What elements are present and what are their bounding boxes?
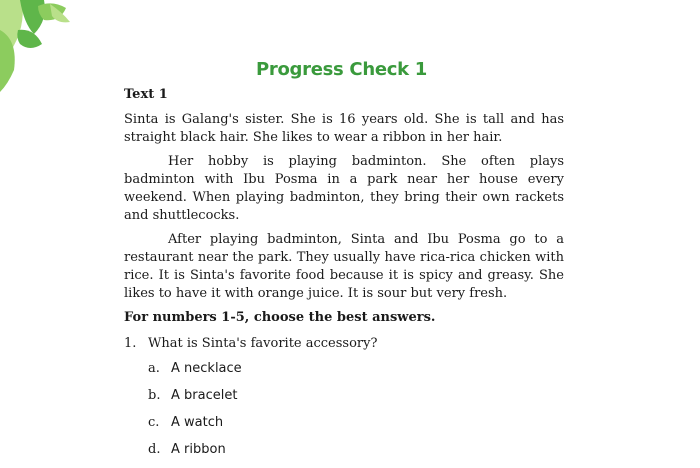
option-text: A bracelet — [171, 388, 238, 403]
question-number: 1. — [124, 336, 137, 351]
answer-option-b[interactable] — [148, 387, 564, 414]
answer-option-d[interactable] — [148, 441, 564, 468]
reading-paragraph: Sinta is Galang's sister. She is 16 years old. She is tall and has straight black hair. She likes to wear a ribbon in her hair. — [124, 112, 564, 145]
answer-option-c[interactable] — [148, 414, 564, 441]
reading-paragraph: Her hobby is playing badminton. She often plays badminton with Ibu Posma in a park near her house every weekend. When playing badminton, they bring their own rackets and shuttlecocks. — [124, 154, 564, 223]
leaf-icon — [17, 30, 42, 48]
answer-options — [124, 360, 564, 468]
option-letter: c. — [148, 415, 160, 430]
leaf-decoration-icon — [0, 0, 80, 95]
option-letter: b. — [148, 388, 161, 403]
option-letter: d. — [148, 442, 161, 457]
question-text: What is Sinta's favorite accessory? — [148, 336, 378, 351]
option-text: A watch — [171, 415, 224, 430]
page-title: Progress Check 1 — [256, 59, 427, 80]
question-1 — [124, 335, 564, 353]
option-text: A necklace — [171, 361, 242, 376]
reading-paragraph: After playing badminton, Sinta and Ibu Posma go to a restaurant near the park. They usually have rica-rica chicken with rice. It is Sinta's favorite food because it is spicy and greasy. She likes to have it with orange juice. It is sour but very fresh. — [124, 232, 564, 301]
reading-section — [124, 86, 564, 468]
instruction-text: For numbers 1-5, choose the best answers. — [124, 310, 436, 325]
option-text: A ribbon — [171, 442, 226, 457]
answer-option-a[interactable] — [148, 360, 564, 387]
text-label: Text 1 — [124, 87, 168, 102]
option-letter: a. — [148, 361, 160, 376]
